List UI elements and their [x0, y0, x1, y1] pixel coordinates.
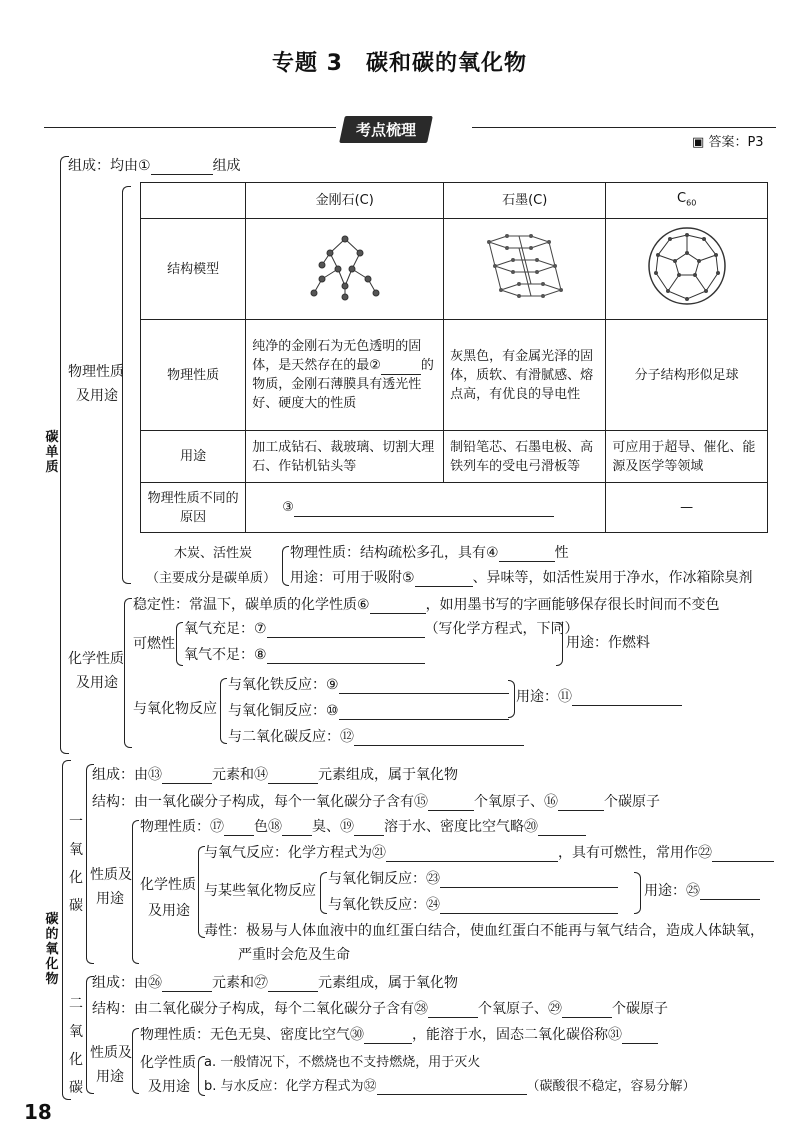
oxide-use: 用途：⑪ [516, 688, 682, 706]
co-prop-label-1: 性质及 [90, 867, 132, 883]
c60-model [606, 219, 768, 320]
co-cuo-react: 与氧化铜反应：㉓ [328, 870, 618, 888]
book-icon: ▣ [692, 135, 705, 150]
reason-blank: ③ [246, 483, 606, 533]
phys-label-1: 物理性质 [68, 364, 124, 380]
co2-chem-b: b. 与水反应：化学方程式为㉜ （碳酸很不稳定，容易分解） [204, 1079, 696, 1094]
allotrope-table [140, 182, 768, 533]
oxide-rbrace [508, 680, 515, 718]
phys-label-2: 及用途 [76, 388, 118, 404]
co-composition: 组成：由⑬ 元素和⑭ 元素组成，属于氧化物 [92, 767, 458, 783]
co2-structure: 结构：由二氧化碳分子构成，每个二氧化碳分子含有㉘ 个氧原子、㉙ 个碳原子 [92, 1001, 668, 1017]
co-chem-label-1: 化学性质 [140, 877, 196, 893]
c60-use: 可应用于超导、催化、能源及医学等领域 [606, 431, 768, 483]
co-chem-label-2: 及用途 [148, 903, 190, 919]
co2-label: 二氧化碳 [69, 996, 83, 1096]
co2-chem-label-1: 化学性质 [140, 1055, 196, 1071]
reason-dash: — [606, 483, 768, 533]
co-phys: 物理性质：⑰ 色⑱ 臭、⑲ 溶于水、密度比空气略⑳ [140, 818, 586, 836]
combust-use: 用途：作燃料 [566, 635, 650, 651]
oxides-side-label: 碳的氧化物 [45, 912, 59, 987]
co-structure: 结构：由一氧化碳分子构成，每个一氧化碳分子含有⑮ 个氧原子、⑯ 个碳原子 [92, 794, 660, 810]
co-oxide-rbrace [634, 872, 641, 914]
graphite-use: 制铅笔芯、石墨电极、高铁列车的受电弓滑板等 [444, 431, 606, 483]
col-c60: $C_{60}$ [606, 183, 768, 219]
co-fe2o3-react: 与氧化铁反应：㉔ [328, 896, 618, 914]
co2-chem-a: a. 一般情况下，不燃烧也不支持燃烧，用于灭火 [204, 1055, 481, 1070]
co-label: 一氧化碳 [69, 814, 83, 914]
carbon-side-label: 碳单质 [45, 430, 59, 475]
co2-brace [86, 976, 94, 1094]
col-graphite: 石墨(C) [444, 183, 606, 219]
co-prop-label-2: 用途 [96, 891, 124, 907]
co2-composition: 组成：由㉖ 元素和㉗ 元素组成，属于氧化物 [92, 975, 458, 991]
fe2o3-react: 与氧化铁反应：⑨ [228, 676, 509, 694]
co-use: 用途：㉕ [644, 882, 760, 900]
o2-lack: 氧气不足：⑧ [184, 646, 425, 664]
co2-react: 与二氧化碳反应：⑫ [228, 728, 524, 746]
chem-label-1: 化学性质 [68, 651, 124, 667]
diamond-phys: 纯净的金刚石为无色透明的固体，是天然存在的最② 的物质，金刚石薄膜具有透光性好、硬度大的性质 [246, 320, 444, 431]
charcoal-use: 用途：可用于吸附⑤ 、异味等，如活性炭用于净水，作冰箱除臭剂 [290, 570, 753, 586]
phys-brace [122, 186, 131, 584]
oxide-brace [220, 678, 227, 744]
carbon-composition: 组成：均由① 组成 [68, 158, 241, 174]
co2-prop-label-2: 用途 [96, 1069, 124, 1085]
charcoal-label-2: （主要成分是碳单质） [146, 571, 277, 586]
co2-prop-label-1: 性质及 [90, 1045, 132, 1061]
page-number: 18 [24, 1100, 52, 1124]
section-badge: 考点梳理 [339, 116, 433, 143]
o2-enough: 氧气充足：⑦ （写化学方程式，下同） [184, 621, 579, 637]
c60-phys: 分子结构形似足球 [606, 320, 768, 431]
diamond-use: 加工成钻石、裁玻璃、切割大理石、作钻机钻头等 [246, 431, 444, 483]
charcoal-phys: 物理性质：结构疏松多孔，具有④ 性 [290, 545, 569, 561]
stability: 稳定性：常温下，碳单质的化学性质⑥ ，如用墨书写的字画能够保存很长时间而不变色 [133, 597, 720, 613]
charcoal-label-1: 木炭、活性炭 [174, 546, 253, 561]
divider-left [44, 127, 336, 128]
row-phys-label: 物理性质 [141, 320, 246, 431]
co-some-oxide-label: 与某些氧化物反应 [204, 883, 316, 899]
co-prop-brace [132, 820, 139, 964]
co-toxic-2: 严重时会危及生命 [238, 947, 350, 963]
co2-phys: 物理性质：无色无臭、密度比空气㉚ ，能溶于水，固态二氧化碳俗称㉛ [140, 1026, 658, 1044]
divider-right [472, 127, 776, 128]
graphite-model [444, 219, 606, 320]
combust-rbrace [556, 622, 563, 666]
chem-label-2: 及用途 [76, 675, 118, 691]
row-use-label: 用途 [141, 431, 246, 483]
diamond-model [246, 219, 444, 320]
graphite-phys: 灰黑色，有金属光泽的固体，质软、有滑腻感、熔点高，有优良的导电性 [444, 320, 606, 431]
oxide-react-label: 与氧化物反应 [133, 701, 217, 717]
chem-brace [124, 598, 132, 748]
row-model-label: 结构模型 [141, 219, 246, 320]
co-oxide-brace [320, 872, 327, 914]
co-toxic-1: 毒性：极易与人体血液中的血红蛋白结合，使血红蛋白不能再与氧气结合，造成人体缺氧， [204, 923, 764, 939]
co2-chem-label-2: 及用途 [148, 1079, 190, 1095]
answer-reference: ▣ 答案：P3 [692, 135, 764, 150]
combust-brace [176, 622, 183, 666]
cuo-react: 与氧化铜反应：⑩ [228, 702, 509, 720]
col-diamond: 金刚石(C) [246, 183, 444, 219]
combustibility-label: 可燃性 [133, 636, 175, 652]
page-title: 专题 3 碳和碳的氧化物 [272, 51, 527, 76]
charcoal-brace [282, 546, 289, 586]
co-o2-react: 与氧气反应：化学方程式为㉑ ，具有可燃性，常用作㉒ [204, 844, 774, 862]
row-reason-label: 物理性质不同的原因 [141, 483, 246, 533]
co2-prop-brace [132, 1028, 139, 1094]
